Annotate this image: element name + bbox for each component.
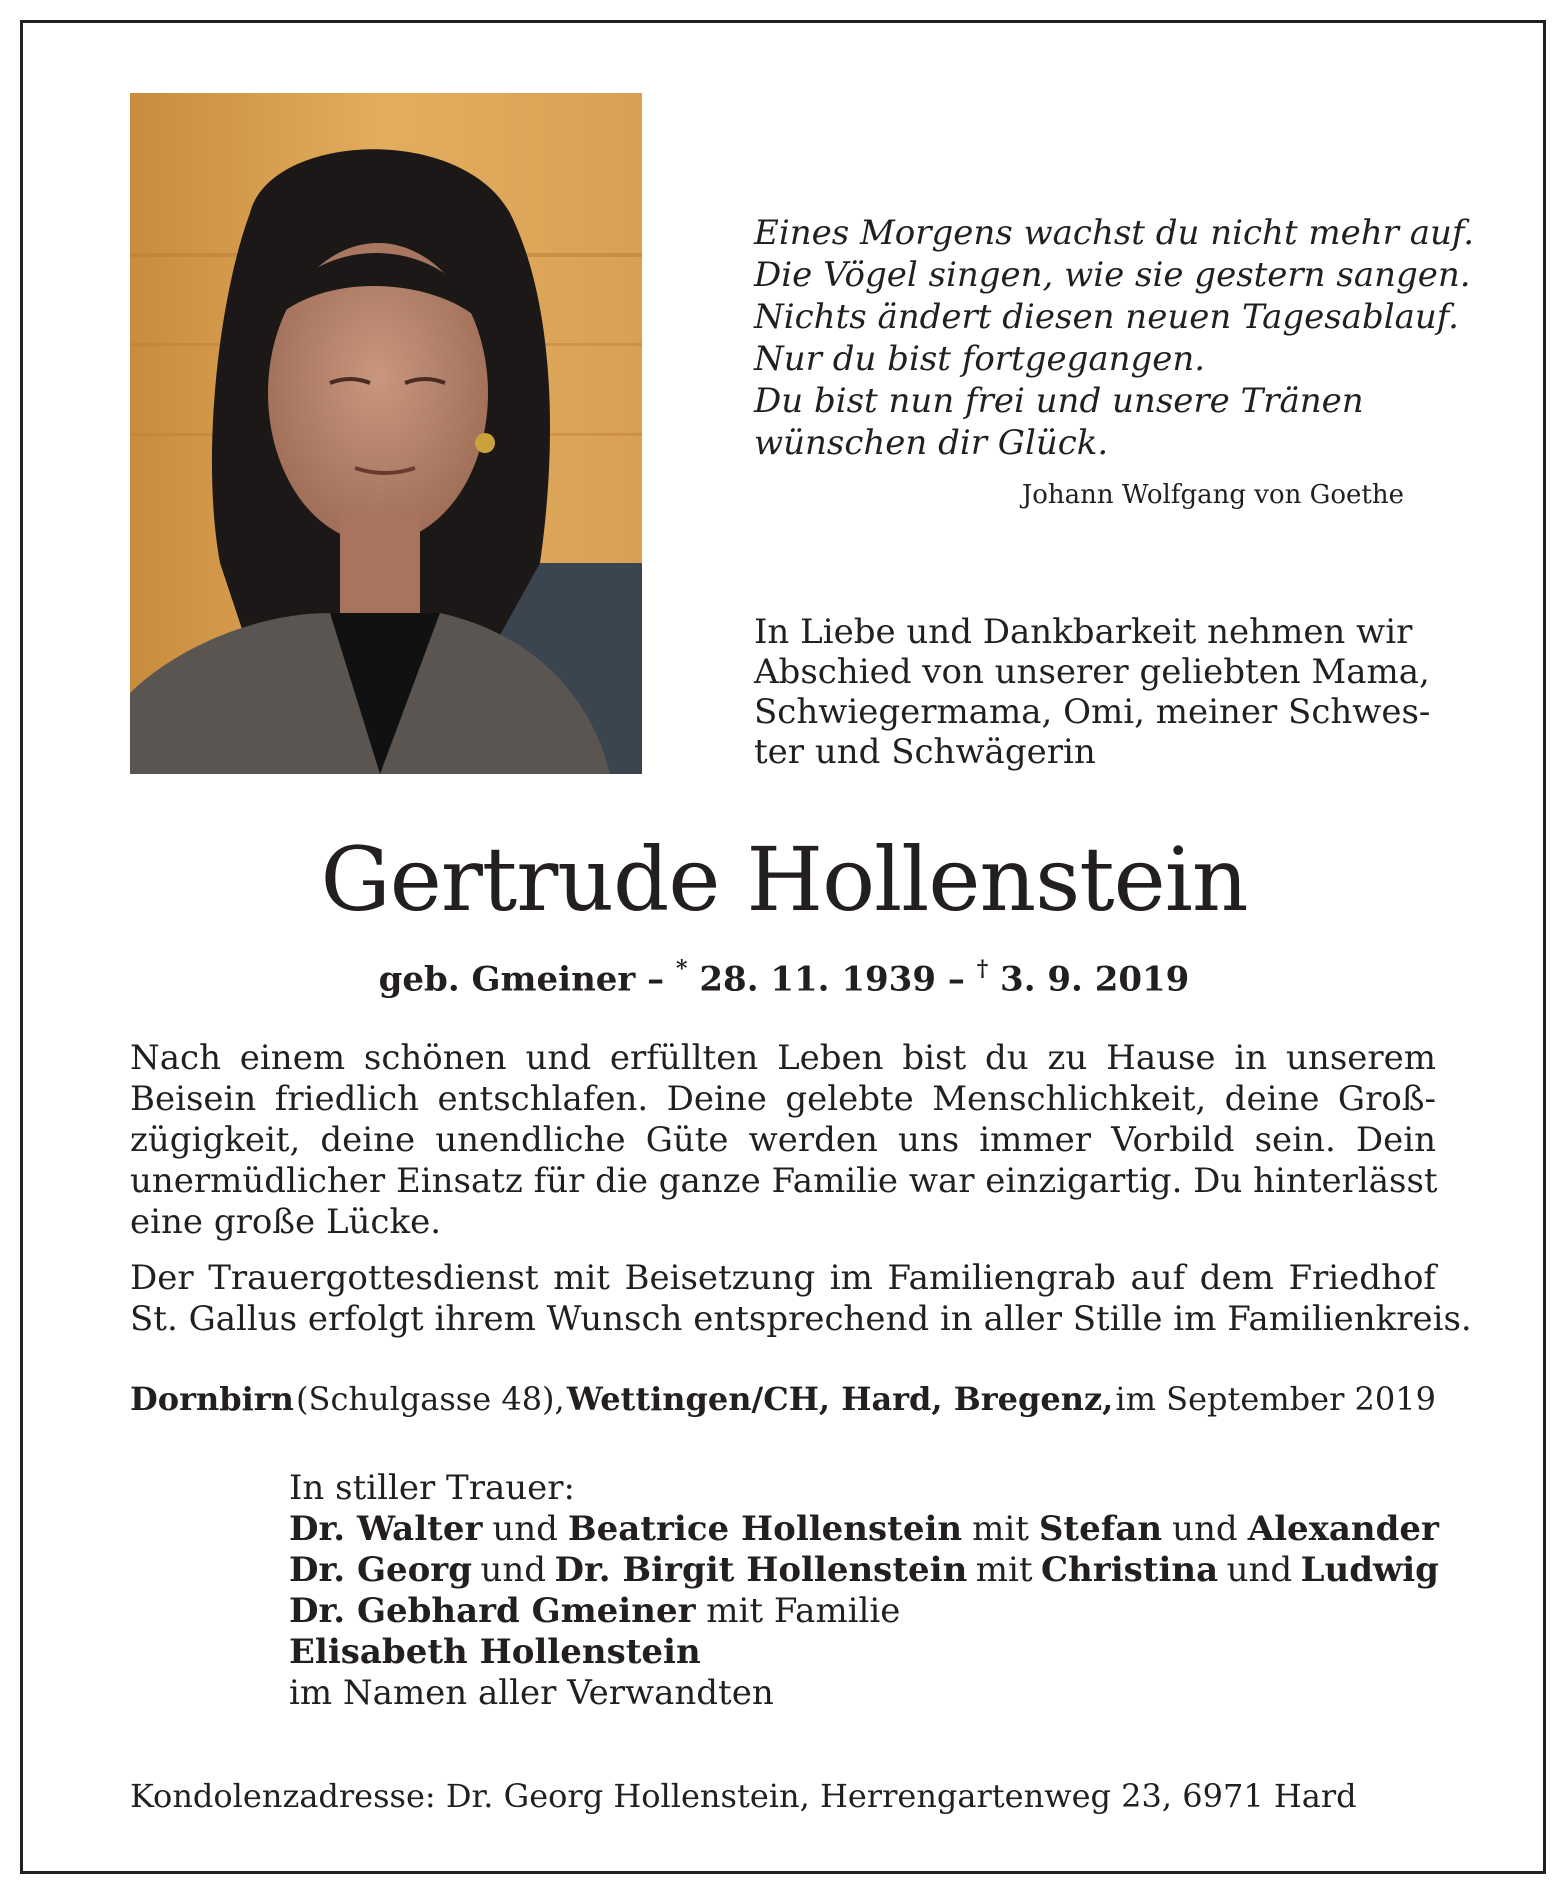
mourner-row	[289, 1591, 1439, 1632]
connector: mit Familie	[695, 1591, 901, 1631]
death-symbol: †	[976, 956, 989, 982]
tribute-line: unermüdlicher Einsatz für die ganze Familie war einzigartig. Du hinterlässt	[130, 1161, 1438, 1201]
mourner-name: Dr. Birgit Hollenstein	[554, 1550, 968, 1590]
mourners-heading: In stiller Trauer:	[289, 1468, 575, 1508]
poem	[754, 212, 1475, 464]
mourner-name: Dr. Walter	[289, 1509, 483, 1549]
mourners	[289, 1468, 1439, 1714]
intro-line: In Liebe und Dankbarkeit nehmen wir	[754, 612, 1413, 652]
separator: –	[635, 959, 677, 1000]
poem-line: Du bist nun frei und unsere Tränen	[754, 381, 1364, 421]
tribute-line: eine große Lücke.	[130, 1202, 441, 1242]
condolence-address: Kondolenzadresse: Dr. Georg Hollenstein, Herrengartenweg 23, 6971 Hard	[130, 1777, 1357, 1815]
birth-name: geb. Gmeiner	[378, 959, 636, 1000]
connector: und	[480, 1550, 546, 1590]
mourner-name: Dr. Georg	[289, 1550, 472, 1590]
mourners-footer: im Namen aller Verwandten	[289, 1673, 774, 1713]
place-others: Wettingen/CH, Hard, Bregenz,	[566, 1380, 1114, 1418]
poem-line: wünschen dir Glück.	[754, 423, 1109, 463]
portrait-photo	[130, 93, 642, 774]
death-date: 3. 9. 2019	[988, 959, 1190, 1000]
tribute-line: Nach einem schönen und erfüllten Leben bist du zu Hause in unserem	[130, 1038, 1436, 1078]
connector: mit	[972, 1509, 1029, 1549]
intro-text	[754, 612, 1454, 772]
mourner-row	[289, 1632, 1439, 1673]
separator: –	[936, 959, 977, 1000]
connector: und	[492, 1509, 558, 1549]
birth-date: 28. 11. 1939	[687, 959, 936, 1000]
intro-line: Schwiegermama, Omi, meiner Schwes-	[754, 692, 1431, 732]
mourner-name: Dr. Gebhard Gmeiner	[289, 1591, 696, 1631]
deceased-name: Gertrude Hollenstein	[320, 828, 1248, 931]
intro-line: ter und Schwägerin	[754, 732, 1096, 772]
tribute-paragraph	[130, 1038, 1436, 1243]
mourner-name: Alexander	[1247, 1509, 1439, 1549]
intro-line: Abschied von unserer geliebten Mama,	[754, 652, 1430, 692]
mourner-name: Christina	[1041, 1550, 1219, 1590]
poem-line: Die Vögel singen, wie sie gestern sangen.	[754, 255, 1471, 295]
funeral-line: St. Gallus erfolgt ihrem Wunsch entsprechend in aller Stille im Familienkreis.	[130, 1299, 1472, 1339]
mourner-name: Elisabeth Hollenstein	[289, 1632, 701, 1672]
tribute-line: zügigkeit, deine unendliche Güte werden uns immer Vorbild sein. Dein	[130, 1120, 1436, 1160]
place-city: Dornbirn	[130, 1380, 294, 1418]
poem-author: Johann Wolfgang von Goethe	[1021, 480, 1404, 510]
mourner-name: Stefan	[1038, 1509, 1163, 1549]
mourner-name: Ludwig	[1300, 1550, 1439, 1590]
birth-symbol: *	[676, 956, 688, 982]
life-dates	[0, 958, 1568, 999]
place-street: (Schulgasse 48),	[296, 1380, 565, 1418]
mourner-row	[289, 1509, 1439, 1550]
mourner-row	[289, 1550, 1439, 1591]
funeral-paragraph	[130, 1258, 1472, 1340]
place-and-date	[130, 1380, 1436, 1418]
funeral-line: Der Trauergottesdienst mit Beisetzung im Familiengrab auf dem Friedhof	[130, 1258, 1436, 1298]
place-date: im September 2019	[1115, 1380, 1436, 1418]
poem-line: Eines Morgens wachst du nicht mehr auf.	[754, 213, 1475, 253]
mourner-name: Beatrice Hollenstein	[567, 1509, 963, 1549]
connector: und	[1226, 1550, 1293, 1590]
poem-line: Nichts ändert diesen neuen Tagesablauf.	[754, 297, 1459, 337]
poem-line: Nur du bist fortgegangen.	[754, 339, 1206, 379]
connector: mit	[975, 1550, 1033, 1590]
connector: und	[1172, 1509, 1238, 1549]
tribute-line: Beisein friedlich entschlafen. Deine gelebte Menschlichkeit, deine Groß-	[130, 1079, 1436, 1119]
